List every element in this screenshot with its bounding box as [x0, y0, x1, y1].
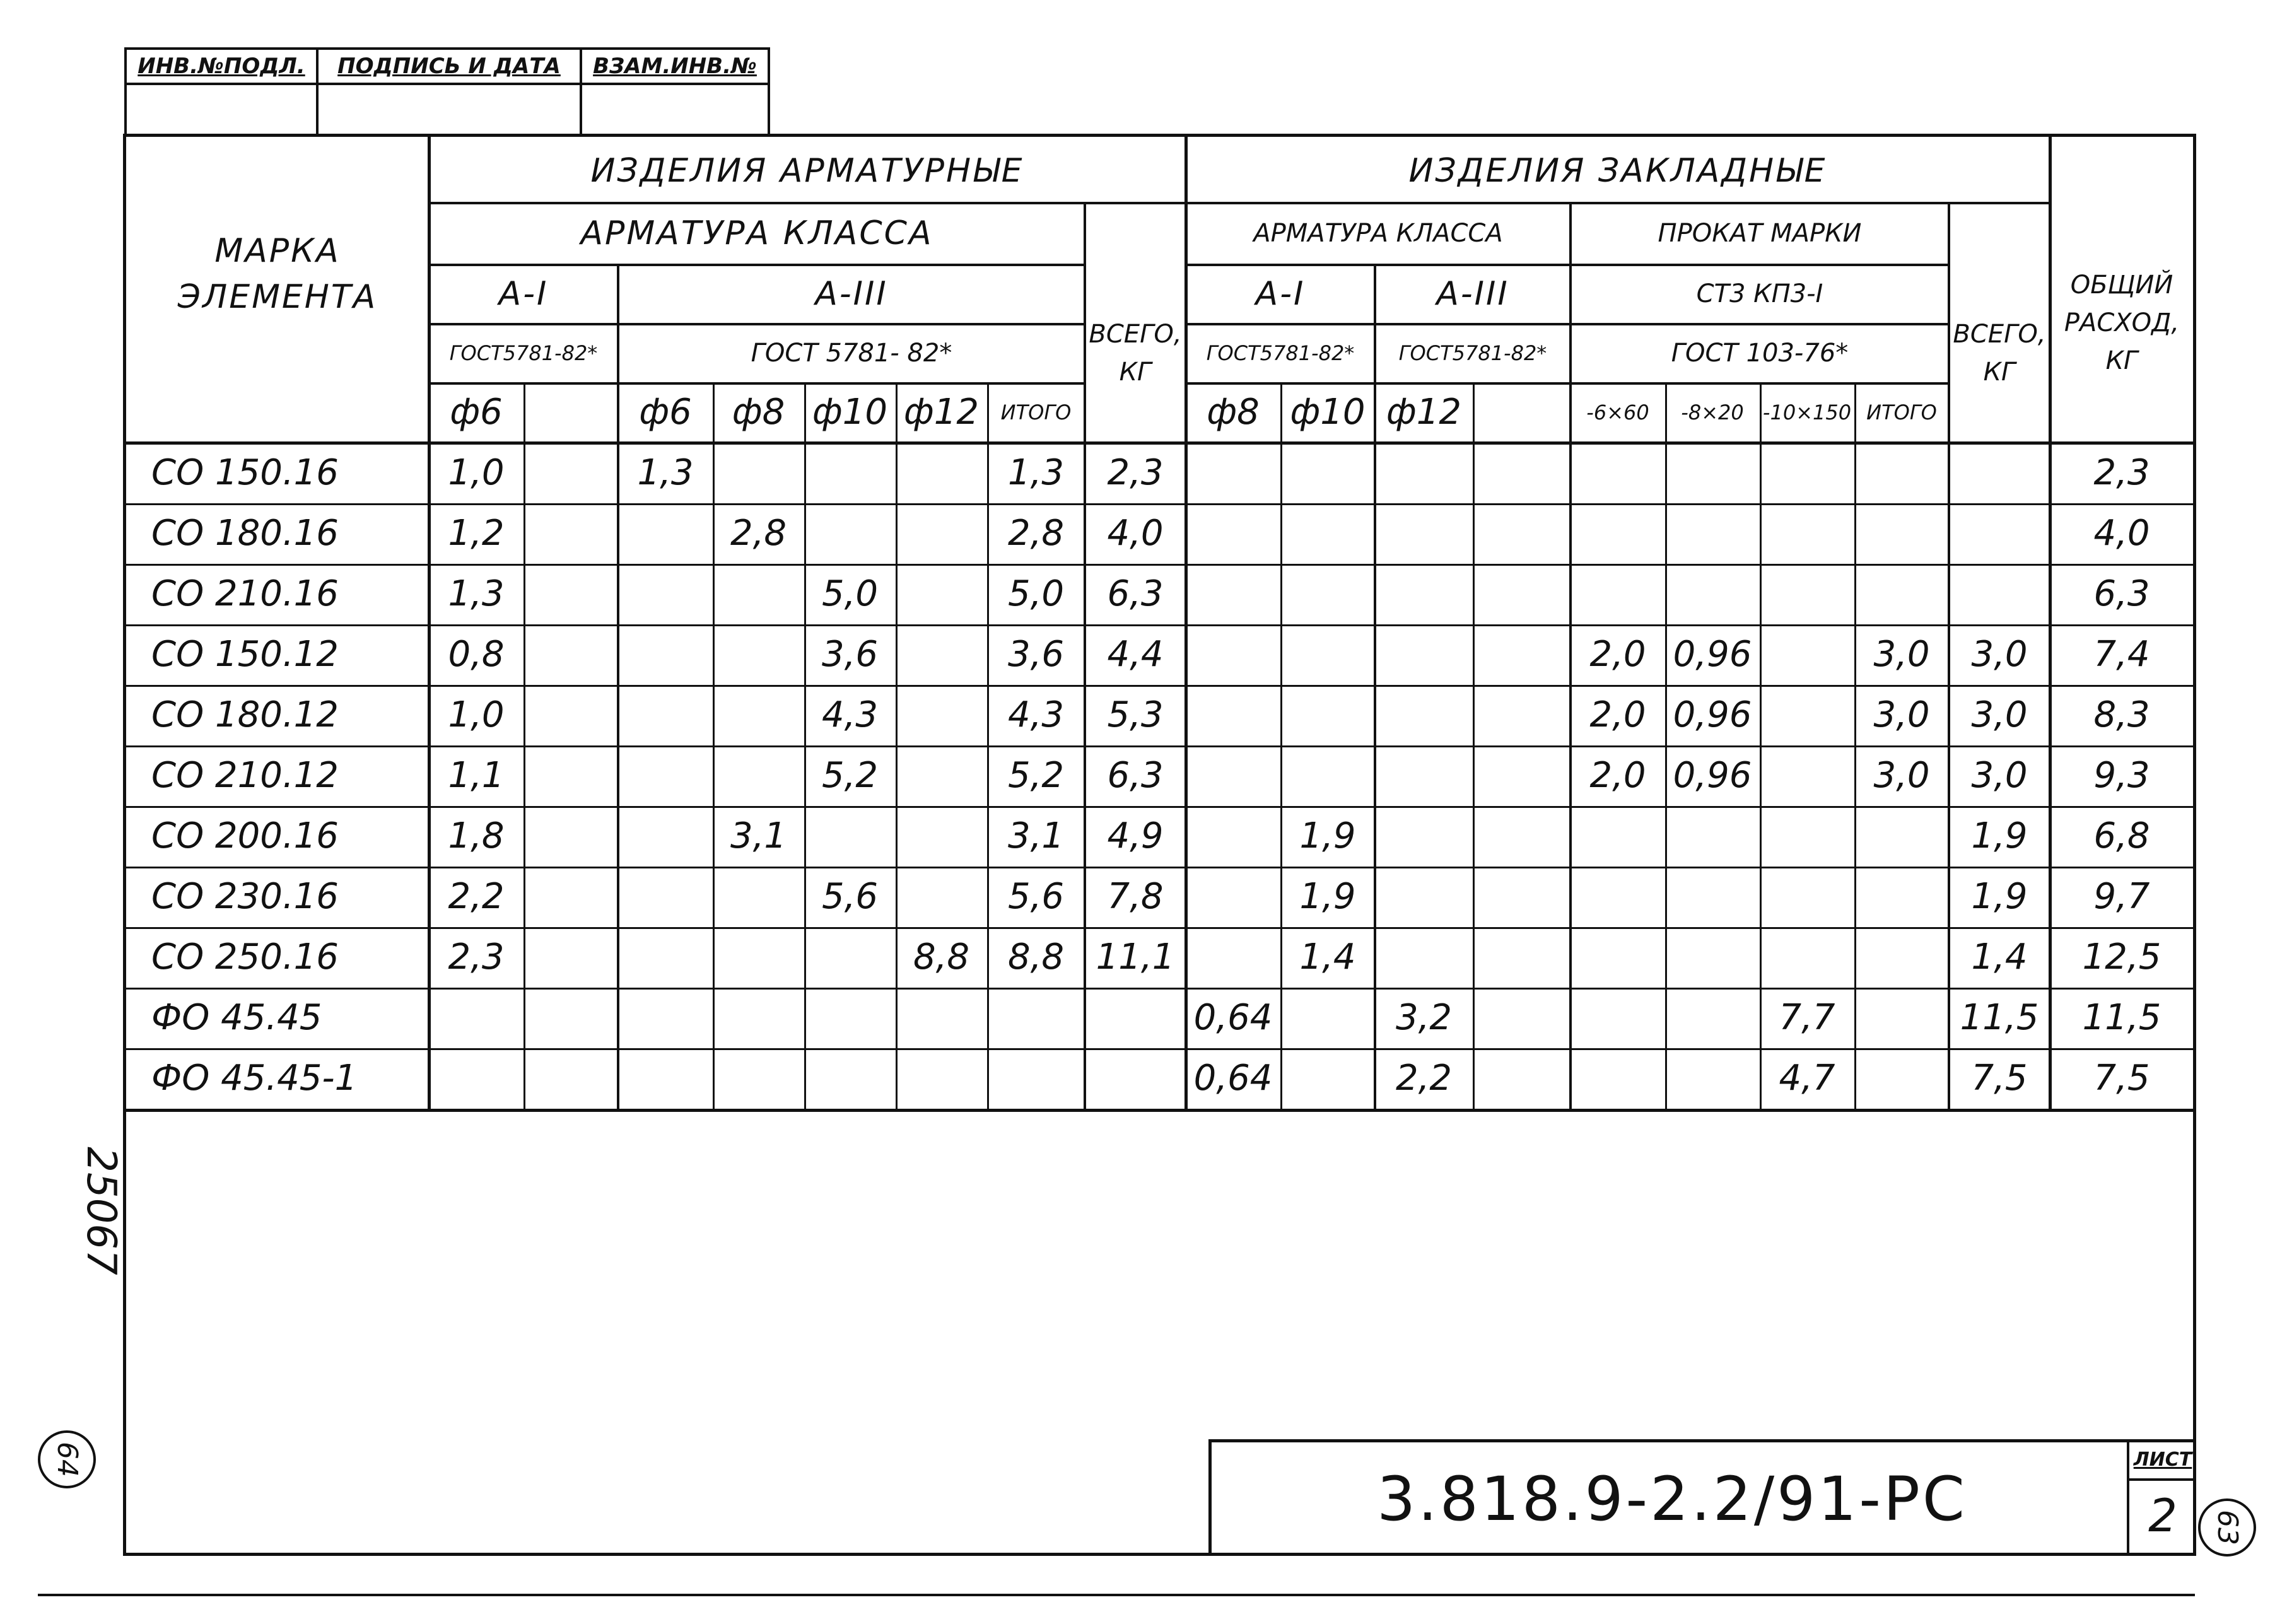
header-a1: А-I [498, 275, 549, 313]
table-cell: 12,5 [2082, 937, 2161, 978]
table-cell: 4,3 [1007, 694, 1065, 735]
header-marka: МАРКА ЭЛЕМЕНТА [177, 232, 378, 316]
table-cell: 0,96 [1673, 634, 1752, 675]
table-cell: 1,9 [1299, 876, 1356, 917]
table-cell: 4,4 [1107, 634, 1164, 675]
table-cell: 2,8 [1007, 513, 1065, 554]
header-a3-z: А-III [1436, 275, 1509, 313]
table-cell: 2,0 [1589, 694, 1646, 735]
table-cell: 2,2 [1395, 1058, 1453, 1099]
header-st3: СТ3 КП3-I [1696, 279, 1823, 308]
table-cell: 7,7 [1779, 997, 1835, 1038]
header-gost-prokat: ГОСТ 103-76* [1671, 339, 1849, 368]
row-mark: СО 180.16 [151, 513, 339, 554]
row-mark: СО 180.12 [151, 694, 339, 735]
table-cell: 1,4 [1299, 937, 1356, 978]
table-cell: 6,8 [2093, 815, 2150, 856]
table-cell: 3,0 [1971, 694, 2028, 735]
header-gost-a3-z: ГОСТ5781-82* [1398, 341, 1547, 365]
table-cell: 0,96 [1673, 694, 1752, 735]
table-cell: 1,2 [448, 513, 505, 554]
page-number-left-circle [38, 1430, 96, 1488]
stamp-podpis-data: ПОДПИСЬ И ДАТА [337, 54, 561, 79]
table-cell: 3,1 [730, 815, 787, 856]
table-cell: 3,0 [1873, 755, 1930, 796]
table-cell: 2,2 [448, 876, 505, 917]
table-cell: 4,0 [2093, 513, 2150, 554]
table-cell: 6,3 [1107, 573, 1164, 614]
table-cell: 3,6 [821, 634, 879, 675]
document-code: 3.818.9-2.2/91-РС [1377, 1464, 1967, 1534]
col-header-5: ф12 [903, 392, 980, 433]
page-number-right-circle [2198, 1498, 2256, 1557]
table-cell: 4,9 [1107, 815, 1164, 856]
table-cell: 1,3 [448, 573, 505, 614]
side-archive-number: 25067 [78, 1147, 124, 1275]
table-cell: 4,3 [821, 694, 879, 735]
table-cell: 1,4 [1971, 937, 2028, 978]
table-cell: 11,5 [1960, 997, 2039, 1038]
col-header-4: ф10 [812, 392, 888, 433]
col-header-12: -6×60 [1586, 400, 1649, 424]
table-cell: 0,8 [448, 634, 505, 675]
col-header-9: ф10 [1290, 392, 1366, 433]
header-a3: А-III [815, 275, 888, 313]
header-armatura-klassa-2: АРМАТУРА КЛАССА [1253, 219, 1503, 248]
stamp-inv-podl: ИНВ.№ПОДЛ. [137, 54, 305, 79]
table-cell: 2,3 [448, 937, 505, 978]
col-header-15: ИТОГО [1866, 400, 1937, 424]
row-mark: СО 210.16 [151, 573, 339, 614]
header-prokat-marki: ПРОКАТ МАРКИ [1658, 219, 1862, 248]
col-header-13: -8×20 [1681, 400, 1744, 424]
table-cell: 2,3 [1107, 452, 1164, 493]
table-cell: 5,3 [1107, 694, 1164, 735]
table-cell: 8,8 [913, 937, 970, 978]
row-mark: СО 210.12 [151, 755, 339, 796]
header-gost-a1-z: ГОСТ5781-82* [1206, 341, 1355, 365]
table-cell: 1,0 [448, 452, 505, 493]
table-cell: 5,2 [1007, 755, 1065, 796]
table-cell: 0,64 [1193, 997, 1273, 1038]
table-cell: 7,5 [1971, 1058, 2028, 1099]
table-cell: 9,3 [2093, 755, 2150, 796]
table-cell: 3,6 [1007, 634, 1065, 675]
stamp-vzam-inv: ВЗАМ.ИНВ.№ [593, 54, 757, 79]
table-cell: 5,0 [1007, 573, 1065, 614]
table-cell: 8,8 [1007, 937, 1065, 978]
row-mark: СО 250.16 [151, 937, 339, 978]
title-block [1208, 1439, 2196, 1555]
table-cell: 11,1 [1096, 937, 1175, 978]
table-cell: 3,0 [1971, 755, 2028, 796]
col-header-3: ф8 [732, 392, 785, 433]
table-cell: 7,8 [1107, 876, 1164, 917]
table-cell: 4,7 [1779, 1058, 1835, 1099]
table-cell: 4,0 [1107, 513, 1164, 554]
table-cell: 7,5 [2093, 1058, 2150, 1099]
table-cell: 1,9 [1971, 876, 2028, 917]
row-mark: СО 200.16 [151, 815, 339, 856]
table-cell: 2,3 [2093, 452, 2150, 493]
table-cell: 1,0 [448, 694, 505, 735]
col-header-14: -10×150 [1762, 400, 1852, 424]
sheet-label: ЛИСТ [2133, 1449, 2192, 1471]
sheet-number: 2 [2148, 1489, 2177, 1542]
table-cell: 5,2 [821, 755, 879, 796]
table-cell: 1,3 [637, 452, 694, 493]
table-cell: 1,9 [1971, 815, 2028, 856]
table-cell: 0,96 [1673, 755, 1752, 796]
header-obshiy-rashod: ОБЩИЙ РАСХОД, КГ [2064, 271, 2180, 375]
header-a1-z: А-I [1255, 275, 1306, 313]
header-armatura-klassa: АРМАТУРА КЛАССА [580, 214, 933, 252]
table-cell: 1,9 [1299, 815, 1356, 856]
table-cell: 1,8 [448, 815, 505, 856]
table-cell: 2,0 [1589, 755, 1646, 796]
table-cell: 9,7 [2093, 876, 2150, 917]
table-cell: 5,0 [821, 573, 879, 614]
header-izd-armaturnye: ИЗДЕЛИЯ АРМАТУРНЫЕ [590, 152, 1024, 190]
page-number-right: 63 [2211, 1510, 2243, 1545]
row-mark: ФО 45.45 [151, 997, 322, 1038]
row-mark: СО 150.16 [151, 452, 339, 493]
table-cell: 3,2 [1395, 997, 1453, 1038]
col-header-0: ф6 [450, 392, 503, 433]
page-number-left: 64 [51, 1442, 83, 1477]
table-cell: 1,3 [1007, 452, 1065, 493]
header-vsego-2: ВСЕГО, КГ [1953, 320, 2046, 387]
table-cell: 6,3 [2093, 573, 2150, 614]
table-cell: 0,64 [1193, 1058, 1273, 1099]
table-cell: 1,1 [448, 755, 505, 796]
header-vsego-1: ВСЕГО, КГ [1089, 320, 1182, 387]
row-mark: СО 230.16 [151, 876, 339, 917]
table-cell: 3,0 [1971, 634, 2028, 675]
col-header-2: ф6 [639, 392, 692, 433]
col-header-8: ф8 [1207, 392, 1260, 433]
col-header-6: ИТОГО [1000, 400, 1072, 424]
header-gost-a3: ГОСТ 5781- 82* [751, 339, 952, 368]
table-cell: 7,4 [2093, 634, 2150, 675]
table-cell: 2,8 [730, 513, 787, 554]
table-cell: 6,3 [1107, 755, 1164, 796]
table-cell: 3,0 [1873, 634, 1930, 675]
table-cell: 8,3 [2093, 694, 2150, 735]
table-cell: 5,6 [1007, 876, 1065, 917]
table-cell: 3,1 [1007, 815, 1065, 856]
table-cell: 3,0 [1873, 694, 1930, 735]
table-cell: 2,0 [1589, 634, 1646, 675]
row-mark: ФО 45.45-1 [151, 1058, 358, 1099]
table-cell: 11,5 [2082, 997, 2161, 1038]
table-cell: 5,6 [821, 876, 879, 917]
col-header-10: ф12 [1386, 392, 1462, 433]
header-gost-a1: ГОСТ5781-82* [449, 341, 598, 365]
row-mark: СО 150.12 [151, 634, 339, 675]
header-izd-zakladnye: ИЗДЕЛИЯ ЗАКЛАДНЫЕ [1408, 152, 1827, 190]
